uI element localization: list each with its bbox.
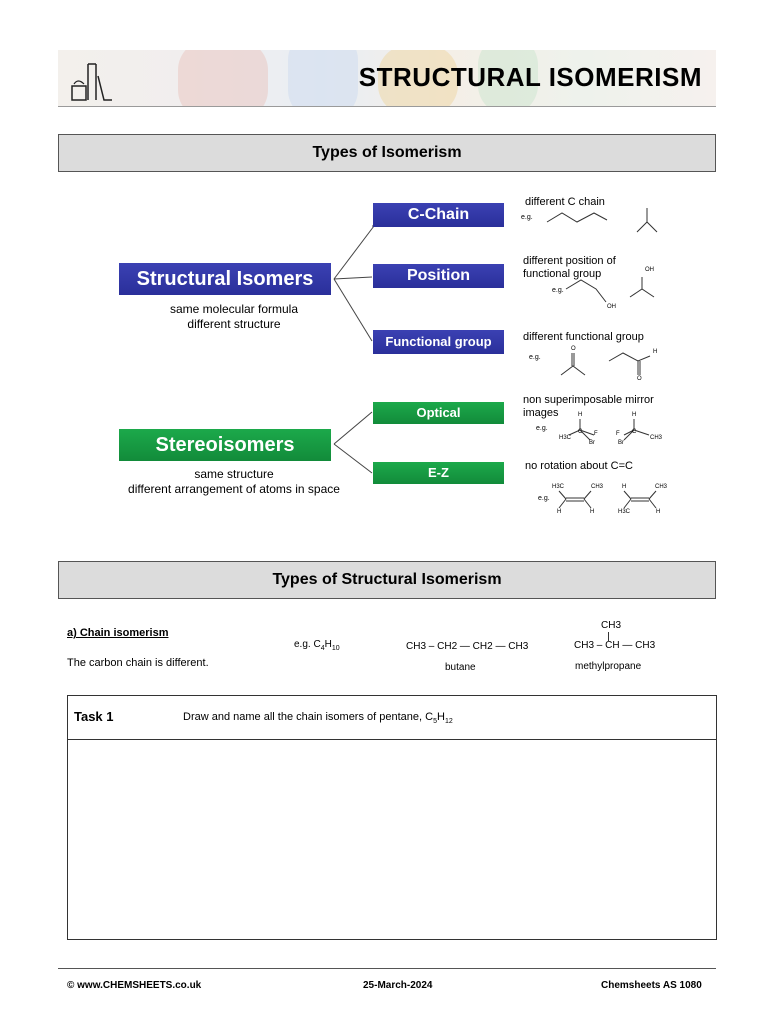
task-instruction xyxy=(183,711,453,725)
h-label-ez1b: H xyxy=(590,509,595,515)
task-text: Draw and name all the chain isomers of pentane, C xyxy=(183,711,434,723)
h-label-ez2a: H xyxy=(622,484,627,490)
eg-label-chain: e.g. xyxy=(521,214,533,221)
chain-isomerism-heading: a) Chain isomerism xyxy=(67,627,169,639)
propanal-skeleton xyxy=(609,353,650,361)
task-sub2: 12 xyxy=(444,718,453,726)
methylpropane-formula: CH3 – CH — CH3 xyxy=(574,640,656,651)
task-header-divider xyxy=(67,739,717,740)
skeletal-structures xyxy=(104,186,719,516)
task-label: Task 1 xyxy=(74,709,114,724)
butane-skeleton xyxy=(547,213,607,222)
footer-code: Chemsheets AS 1080 xyxy=(601,980,702,991)
h-label-ez2b: H xyxy=(656,509,661,515)
position-note-line2: functional group xyxy=(523,268,602,280)
task-sub1: 5 xyxy=(433,718,437,726)
c-label-opt1: C xyxy=(578,429,583,435)
stereoisomers-box: Stereoisomers xyxy=(119,429,331,461)
propan-1-ol-skeleton xyxy=(566,280,606,302)
eg-label-position: e.g. xyxy=(552,287,564,294)
eg-label-ez: e.g. xyxy=(538,495,550,502)
o-label-2: O xyxy=(637,376,642,382)
footer-date: 25-March-2024 xyxy=(363,980,433,991)
ch3-label-ez1: CH3 xyxy=(591,484,604,490)
page-title: STRUCTURAL ISOMERISM xyxy=(358,62,702,92)
section-header-types-of-structural-isomerism: Types of Structural Isomerism xyxy=(58,561,716,599)
structural-desc-line1: same molecular formula xyxy=(169,302,299,316)
o-label-1: O xyxy=(571,346,576,352)
oh-label-1: OH xyxy=(645,267,654,273)
task-answer-area[interactable] xyxy=(68,741,714,937)
c-chain-note: different C chain xyxy=(525,196,605,208)
propan-2-ol-skeleton xyxy=(630,289,654,297)
eg-molecular-formula xyxy=(294,639,340,652)
br-label-opt2: Br xyxy=(618,440,624,446)
eg-sub1: 4 xyxy=(320,645,325,652)
section-header-types-of-isomerism: Types of Isomerism xyxy=(58,134,716,172)
functional-note: different functional group xyxy=(523,331,644,343)
h-label-opt1: H xyxy=(578,412,583,418)
lab-glassware-icon xyxy=(68,56,112,102)
h3c-label-ez1: H3C xyxy=(552,484,565,490)
methyl-branch: CH3 xyxy=(601,620,622,631)
position-box: Position xyxy=(373,264,504,288)
structural-isomers-box: Structural Isomers xyxy=(119,263,331,295)
c-chain-box: C-Chain xyxy=(373,203,504,227)
ez-note: no rotation about C=C xyxy=(525,460,633,472)
ch3-label-opt2: CH3 xyxy=(650,435,663,441)
f-label-opt1: F xyxy=(594,431,598,437)
optical-note-line1: non superimposable mirror xyxy=(523,394,654,406)
eg-sub2: 10 xyxy=(331,645,340,652)
isomerism-diagram xyxy=(104,186,719,516)
header-divider xyxy=(58,106,716,107)
structural-desc-line2: different structure xyxy=(187,317,281,331)
h-label-ald: H xyxy=(653,349,658,355)
eg-label-functional: e.g. xyxy=(529,354,541,361)
br-label-opt1: Br xyxy=(589,440,595,446)
ch3-label-ez2: CH3 xyxy=(655,484,668,490)
oh-label-2: OH xyxy=(607,304,616,310)
h3c-label-ez2: H3C xyxy=(618,509,631,515)
stereo-desc-line1: same structure xyxy=(194,467,274,481)
header-banner xyxy=(58,50,716,106)
h3c-label-opt1: H3C xyxy=(559,435,572,441)
ez-box: E-Z xyxy=(373,462,504,484)
optical-box: Optical xyxy=(373,402,504,424)
stereo-desc-line2: different arrangement of atoms in space xyxy=(128,482,340,496)
f-label-opt2: F xyxy=(616,431,620,437)
butane-name: butane xyxy=(445,662,476,673)
h-label-opt2: H xyxy=(632,412,637,418)
footer-website: © www.CHEMSHEETS.co.uk xyxy=(67,980,202,991)
eg-label-optical: e.g. xyxy=(536,425,548,432)
task-h: H xyxy=(436,711,445,723)
h-label-ez1a: H xyxy=(557,509,562,515)
methylpropane-skeleton xyxy=(637,222,657,232)
butane-formula: CH3 – CH2 — CH2 — CH3 xyxy=(406,641,529,652)
optical-note-line2: images xyxy=(523,407,559,419)
propanone-skeleton xyxy=(561,366,585,375)
eg-h: H xyxy=(324,639,332,650)
c-label-opt2: C xyxy=(632,429,637,435)
position-note-line1: different position of xyxy=(523,255,616,267)
eg-prefix: e.g. C xyxy=(294,639,321,650)
functional-group-box: Functional group xyxy=(373,330,504,354)
chain-isomerism-text: The carbon chain is different. xyxy=(67,657,209,669)
footer-divider xyxy=(58,968,716,969)
methylpropane-name: methylpropane xyxy=(575,661,642,672)
